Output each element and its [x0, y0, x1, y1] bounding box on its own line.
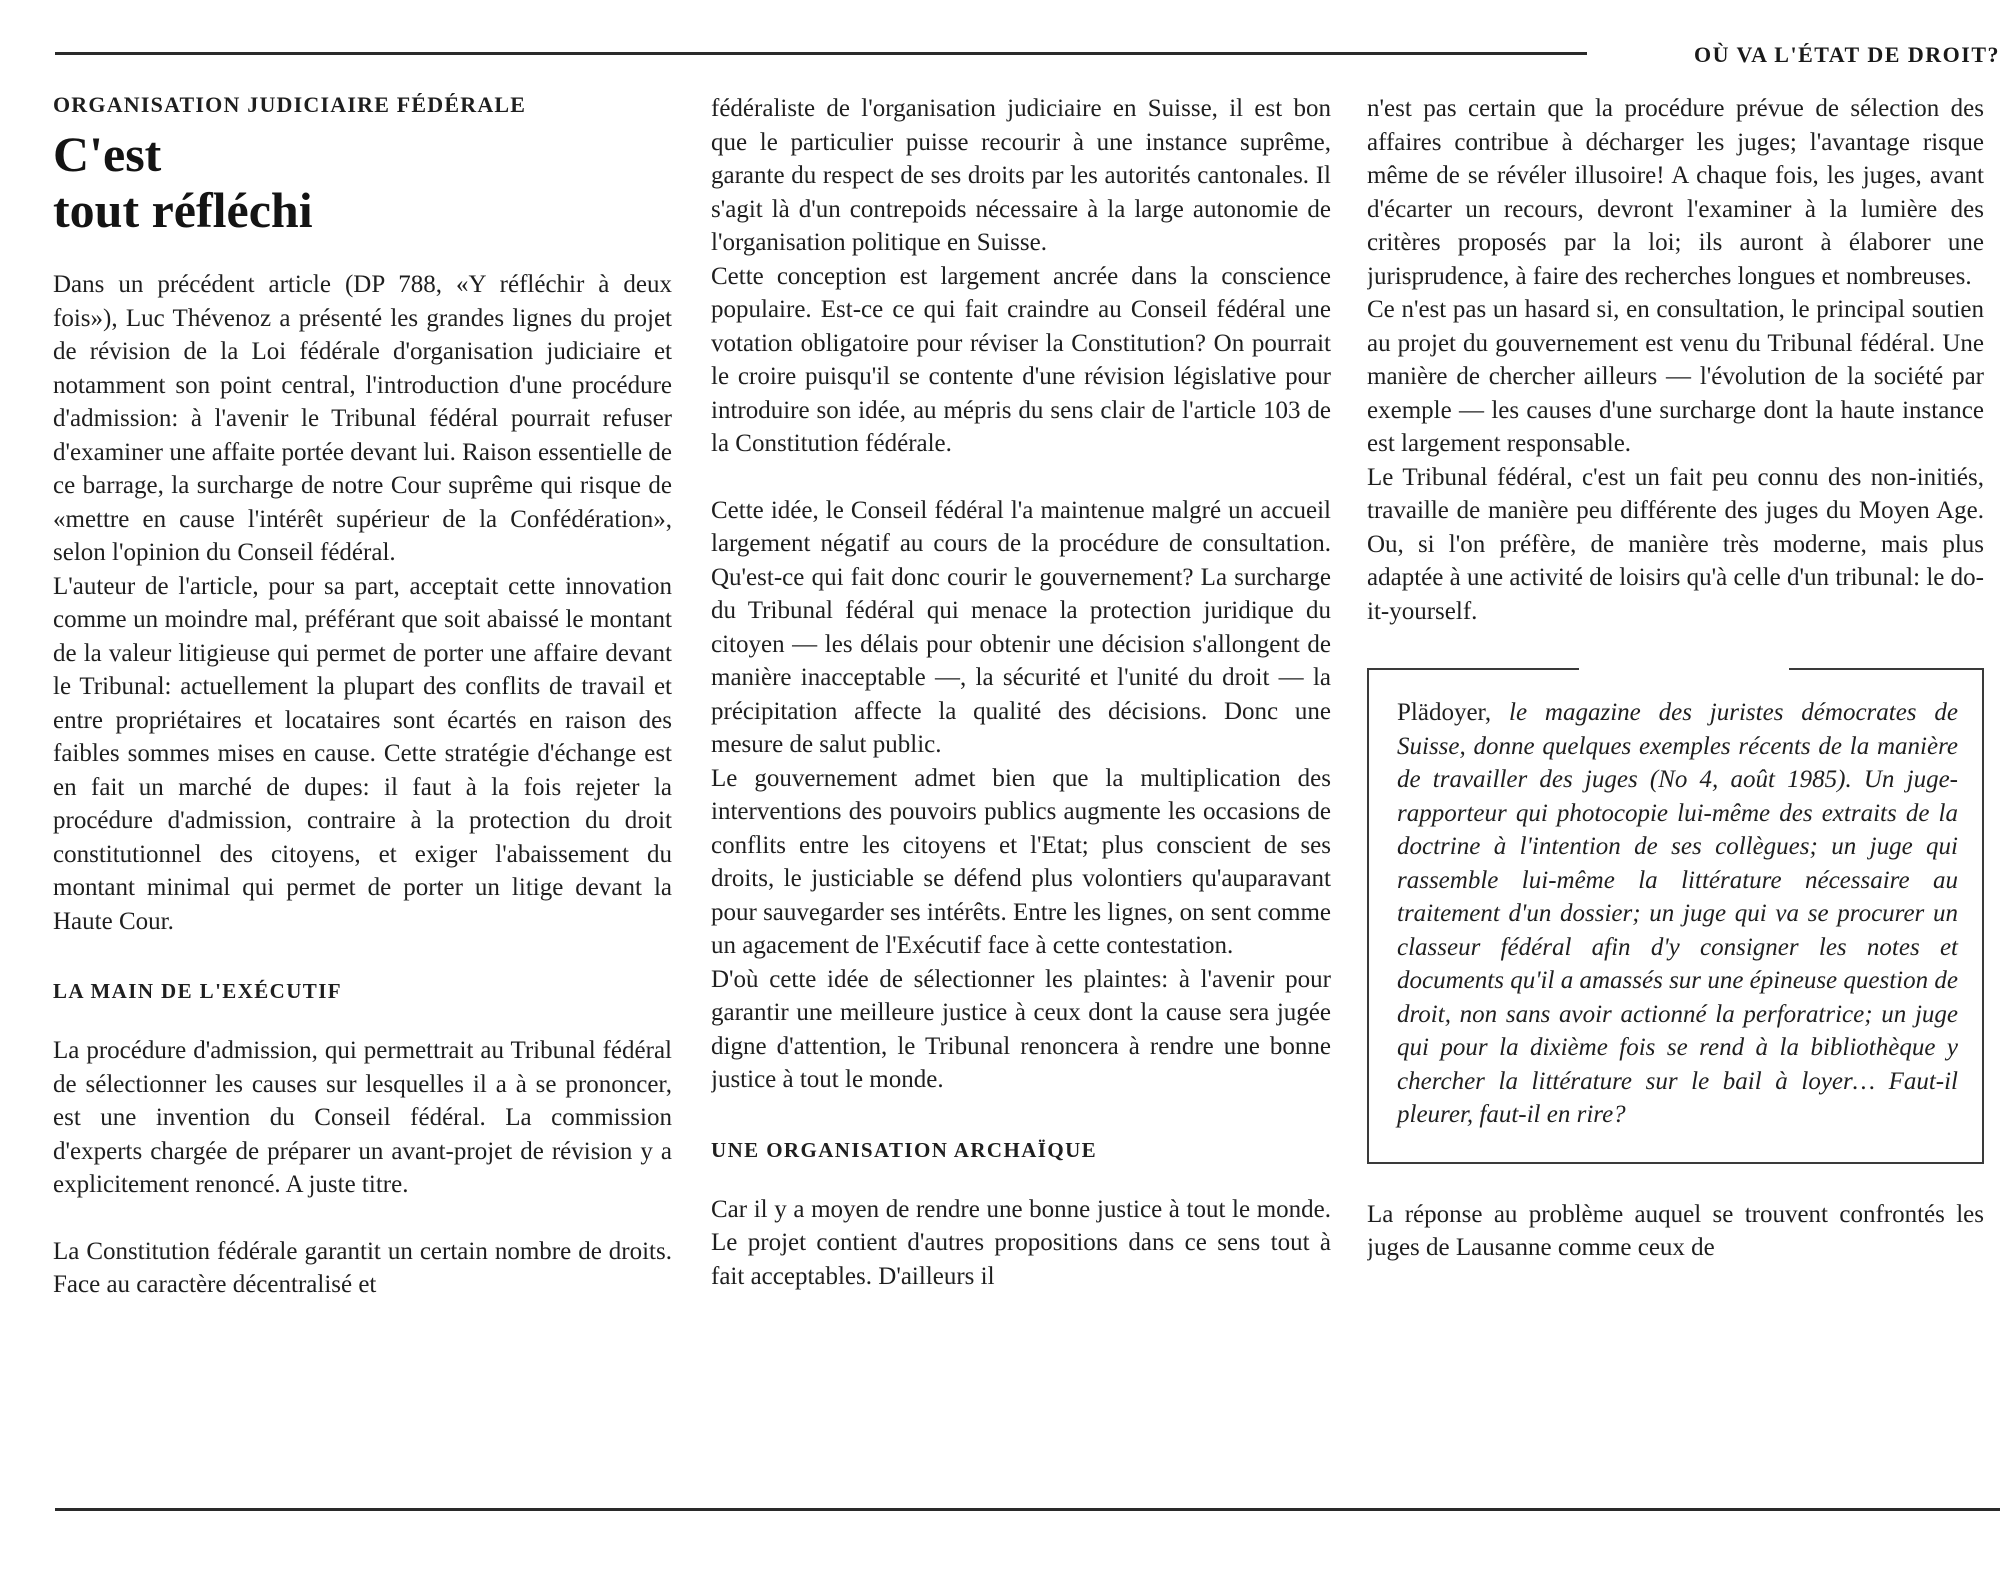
- sidebar-border-gap: [1579, 667, 1789, 671]
- paragraph: Cette conception est largement ancrée dans la conscience populaire. Est-ce ce qui fait craindre au Conseil fédéral une votation obligatoire pour réviser la Constitution? On pourrait le croire puisqu'il se contente d'une révision législative pour introduire son idée, au mépris du sens clair de l'article 103 de la Constitution fédérale.: [711, 262, 1331, 457]
- paragraph: La réponse au problème auquel se trouvent confrontés les juges de Lausanne comme ceux de: [1367, 1200, 1984, 1261]
- paragraph: Dans un précédent article (DP 788, «Y réfléchir à deux fois»), Luc Thévenoz a présenté les grandes lignes du projet de révision de la Loi fédérale d'organisation judiciaire et notamment son point central, l'introduction d'une procédure d'admission: à l'avenir le Tribunal fédéral pourrait refuser d'examiner une affaite portée devant lui. Raison essentielle de ce barrage, la surcharge de notre Cour suprême qui risque de «mettre en cause l'intérêt supérieur de la Confédération», selon l'opinion du Conseil fédéral.: [53, 271, 672, 566]
- paragraph: fédéraliste de l'organisation judiciaire en Suisse, il est bon que le particulier puisse recourir à une instance suprême, garante du respect de ses droits par les autorités cantonales. Il s'agit là d'un contrepoids nécessaire à la large autonomie de l'organisation politique en Suisse.: [711, 95, 1331, 256]
- paragraph: Le Tribunal fédéral, c'est un fait peu connu des non-initiés, travaille de manière peu différente des juges du Moyen Age. Ou, si l'on préfère, de manière très moderne, mais plus adaptée à une activité de loisirs qu'à celle d'un tribunal: le do-it-yourself.: [1367, 463, 1984, 625]
- sidebar-body: le magazine des juristes démocrates de Suisse, donne quelques exemples récents de la manière de travailler des juges (No 4, août 1985). Un juge-rapporteur qui photocopie lui-même des extraits de la doctrine à l'intention de ses collègues; un juge qui rassemble lui-même la littérature nécessaire au traitement d'un dossier; un juge qui va se procurer un classeur fédéral afin d'y consigner les notes et documents qu'il a amassés sur une épineuse question de droit, non sans avoir actionné la perforatrice; un juge qui pour la dixième fois se rend à la bibliothèque y chercher la littérature sur le bail à loyer… Faut-il pleurer, faut-il en rire?: [1397, 699, 1959, 1128]
- paragraph: Car il y a moyen de rendre une bonne justice à tout le monde. Le projet contient d'autres propositions dans ce sens tout à fait acceptables. D'ailleurs il: [711, 1195, 1331, 1290]
- article-kicker: ORGANISATION JUDICIAIRE FÉDÉRALE: [53, 92, 527, 117]
- sidebar-box: [1367, 668, 1984, 1164]
- column-2: [711, 92, 1331, 1497]
- running-head: OÙ VA L'ÉTAT DE DROIT?: [1693, 42, 2000, 67]
- paragraph: L'auteur de l'article, pour sa part, acceptait cette innovation comme un moindre mal, préférant que soit abaissé le montant de la valeur litigieuse qui permet de porter une affaire devant le Tribunal: actuellement la plupart des conflits de travail et entre propriétaires et locataires sont écartés en raison des faibles sommes mises en cause. Cette stratégie d'échange est en fait un marché de dupes: il faut à la fois rejeter la procédure d'admission, contraire à la protection du droit constitutionnel des citoyens, et exiger l'abaissement du montant minimal qui permet de porter un litige devant la Haute Cour.: [53, 572, 672, 935]
- paragraph: D'où cette idée de sélectionner les plaintes: à l'avenir pour garantir une meilleure justice à ceux dont la cause sera jugée digne d'attention, le Tribunal renoncera à rendre une bonne justice à tout le monde.: [711, 965, 1331, 1093]
- paragraph: Le gouvernement admet bien que la multiplication des interventions des pouvoirs publics augmente les occasions de conflits entre les citoyens et l'Etat; plus conscient de ses droits, le justiciable se défend plus volontiers qu'auparavant pour sauvegarder ses intérêts. Entre les lignes, on sent comme un agacement de l'Exécutif face à cette contestation.: [711, 764, 1331, 959]
- paragraph: n'est pas certain que la procédure prévue de sélection des affaires contribue à décharger les juges; l'avantage risque même de se révéler illusoire! A chaque fois, les juges, avant d'écarter un recours, devront l'examiner à la lumière des critères proposés par la loi; ils auront à élaborer une jurisprudence, à faire des recherches longues et nombreuses.: [1367, 95, 1984, 290]
- column-1: [53, 92, 672, 1497]
- sidebar-lead: Plädoyer,: [1397, 699, 1492, 726]
- page-header: [55, 42, 2000, 68]
- paragraph: Ce n'est pas un hasard si, en consultation, le principal soutien au projet du gouvernement est venu du Tribunal fédéral. Une manière de chercher ailleurs — l'évolution de la société par exemple — les causes d'une surcharge dont la haute instance est largement responsable.: [1367, 296, 1984, 457]
- footer-rule: [55, 1508, 2000, 1511]
- section-heading: UNE ORGANISATION ARCHAÏQUE: [711, 1137, 1098, 1162]
- article-title-line-1: C'est: [53, 126, 162, 182]
- column-3: [1367, 92, 1984, 1497]
- section-heading: LA MAIN DE L'EXÉCUTIF: [53, 979, 343, 1003]
- article-title-line-2: tout réfléchi: [53, 182, 313, 238]
- header-rule: [55, 52, 1587, 55]
- article-title: [53, 126, 672, 238]
- paragraph: La Constitution fédérale garantit un certain nombre de droits. Face au caractère décentralisé et: [53, 1237, 672, 1298]
- paragraph: Cette idée, le Conseil fédéral l'a maintenue malgré un accueil largement négatif au cours de la procédure de consultation. Qu'est-ce qui fait donc courir le gouvernement? La surcharge du Tribunal fédéral qui menace la protection juridique du citoyen — les délais pour obtenir une décision s'allongent de manière inacceptable —, la sécurité et l'unité du droit — la précipitation affecte la qualité des décisions. Donc une mesure de salut public.: [711, 496, 1331, 758]
- sidebar-text: [1397, 696, 1958, 1132]
- paragraph: La procédure d'admission, qui permettrait au Tribunal fédéral de sélectionner les causes sur lesquelles il a à se prononcer, est une invention du Conseil fédéral. La commission d'experts chargée de préparer un avant-projet de révision y a explicitement renoncé. A juste titre.: [53, 1037, 672, 1198]
